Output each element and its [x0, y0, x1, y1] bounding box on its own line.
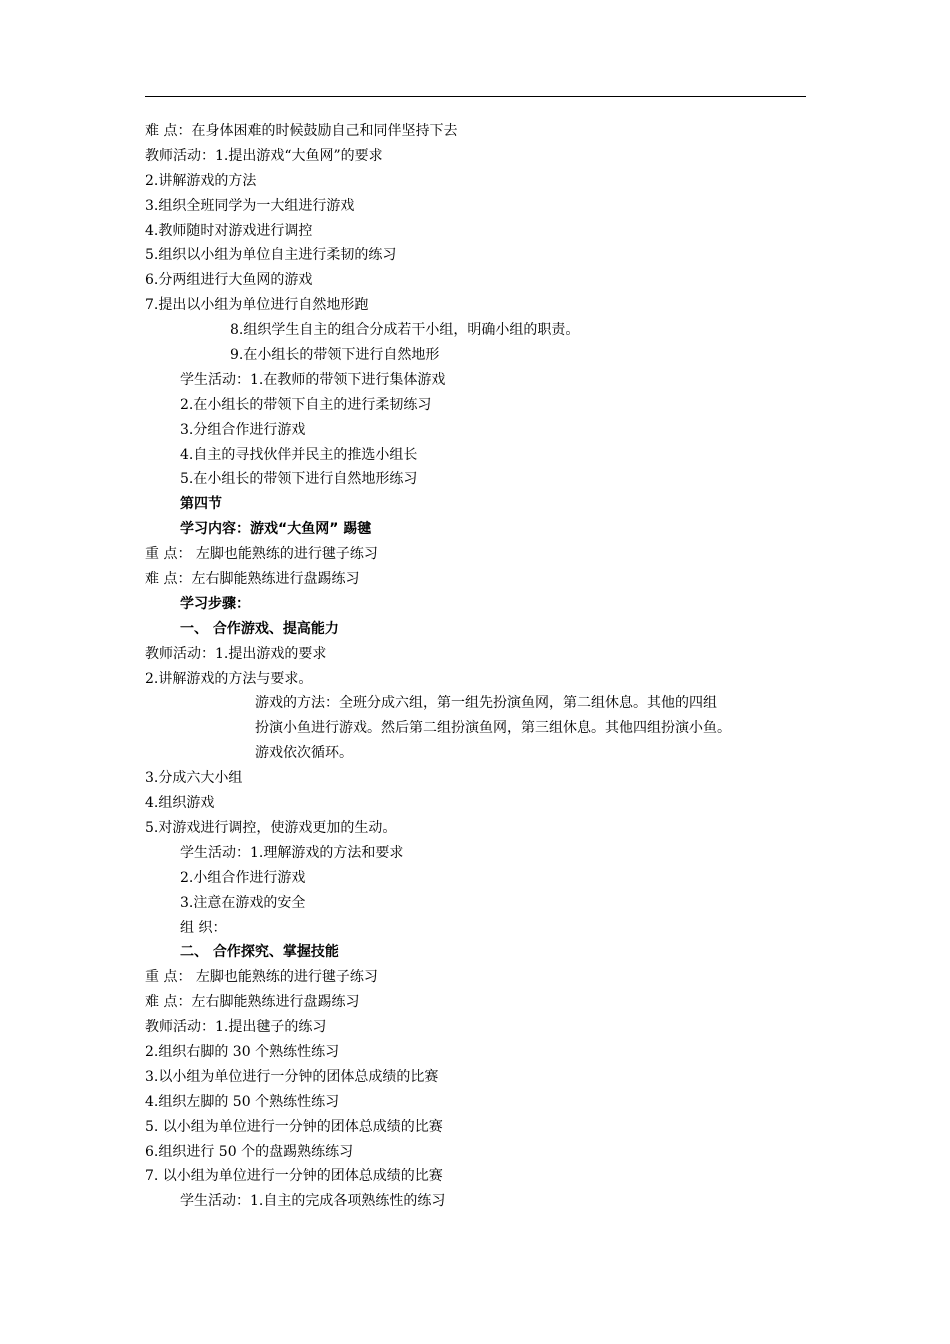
text-line: 难 点：左右脚能熟练进行盘踢练习 — [145, 571, 360, 588]
text-line: 6.组织进行 50 个的盘踢熟练练习 — [145, 1143, 354, 1160]
text-line: 5.在小组长的带领下进行自然地形练习 — [180, 471, 418, 488]
section-heading: 学习步骤： — [180, 595, 250, 612]
text-line: 学生活动：1.理解游戏的方法和要求 — [180, 844, 404, 861]
document-body — [145, 119, 806, 1214]
text-line: 3.分成六大小组 — [145, 770, 243, 787]
text-line: 6.分两组进行大鱼网的游戏 — [145, 272, 313, 289]
text-line: 教师活动：1.提出毽子的练习 — [145, 1019, 327, 1036]
text-line: 扮演小鱼进行游戏。然后第二组扮演鱼网，第三组休息。其他四组扮演小鱼。 — [255, 720, 731, 737]
text-line: 难 点：在身体困难的时候鼓励自己和同伴坚持下去 — [145, 123, 458, 139]
section-heading: 学习内容：游戏“大鱼网” 踢毽 — [180, 521, 372, 538]
header-rule — [145, 96, 806, 97]
text-line: 学生活动：1.在教师的带领下进行集体游戏 — [180, 371, 446, 388]
text-line: 重 点： 左脚也能熟练的进行毽子练习 — [145, 969, 378, 986]
section-heading: 二、 合作探究、掌握技能 — [180, 944, 339, 961]
text-line: 4.组织游戏 — [145, 795, 215, 812]
text-line: 3.分组合作进行游戏 — [180, 421, 306, 438]
text-line: 3.组织全班同学为一大组进行游戏 — [145, 197, 355, 214]
text-line: 2.讲解游戏的方法 — [145, 172, 257, 189]
text-line: 学生活动：1.自主的完成各项熟练性的练习 — [180, 1193, 446, 1210]
text-line: 4.教师随时对游戏进行调控 — [145, 222, 313, 239]
text-line: 2.组织右脚的 30 个熟练性练习 — [145, 1043, 340, 1060]
text-line: 8.组织学生自主的组合分成若干小组，明确小组的职责。 — [230, 322, 580, 339]
text-line: 4.组织左脚的 50 个熟练性练习 — [145, 1093, 340, 1110]
text-line: 2.在小组长的带领下自主的进行柔韧练习 — [180, 396, 432, 413]
text-line: 4.自主的寻找伙伴并民主的推选小组长 — [180, 446, 418, 463]
text-line: 2.讲解游戏的方法与要求。 — [145, 670, 313, 687]
text-line: 5. 以小组为单位进行一分钟的团体总成绩的比赛 — [145, 1118, 443, 1135]
section-heading: 第四节 — [180, 496, 222, 513]
section-heading: 一、 合作游戏、提高能力 — [180, 620, 339, 637]
text-line: 3.注意在游戏的安全 — [180, 894, 306, 911]
text-line: 2.小组合作进行游戏 — [180, 869, 306, 886]
text-line: 游戏依次循环。 — [255, 745, 353, 762]
text-line: 游戏的方法：全班分成六组，第一组先扮演鱼网，第二组休息。其他的四组 — [255, 695, 717, 712]
text-line: 5.组织以小组为单位自主进行柔韧的练习 — [145, 247, 397, 264]
text-line: 3.以小组为单位进行一分钟的团体总成绩的比赛 — [145, 1068, 439, 1085]
text-line: 7.提出以小组为单位进行自然地形跑 — [145, 297, 369, 314]
text-line: 9.在小组长的带领下进行自然地形 — [230, 347, 440, 364]
text-line: 组 织： — [180, 919, 227, 936]
text-line: 教师活动：1.提出游戏“大鱼网”的要求 — [145, 147, 383, 164]
text-line: 重 点： 左脚也能熟练的进行毽子练习 — [145, 546, 378, 563]
text-line: 教师活动：1.提出游戏的要求 — [145, 645, 327, 662]
text-line: 7. 以小组为单位进行一分钟的团体总成绩的比赛 — [145, 1168, 443, 1185]
text-line: 难 点：左右脚能熟练进行盘踢练习 — [145, 994, 360, 1011]
text-line: 5.对游戏进行调控，使游戏更加的生动。 — [145, 819, 397, 836]
